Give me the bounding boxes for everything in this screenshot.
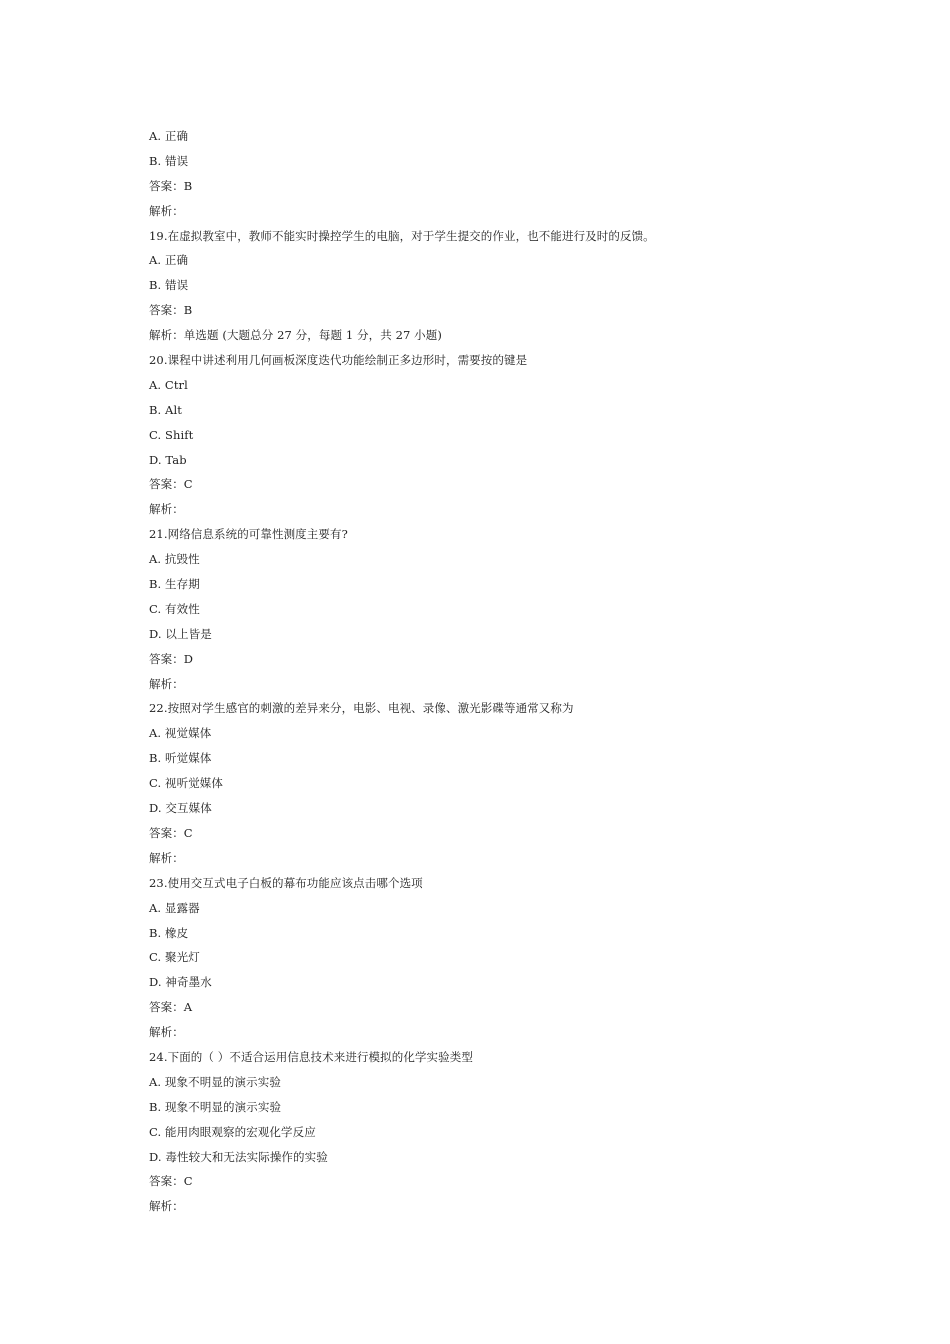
document-line: C. 有效性 bbox=[149, 601, 200, 616]
document-line: D. 神奇墨水 bbox=[149, 975, 212, 990]
document-line: 20.课程中讲述利用几何画板深度迭代功能绘制正多边形时，需要按的键是 bbox=[149, 353, 528, 368]
document-line: 答案：C bbox=[149, 1174, 193, 1189]
document-line: 答案：D bbox=[149, 651, 194, 666]
document-line: B. 橡皮 bbox=[149, 925, 189, 940]
document-line: D. Tab bbox=[149, 452, 187, 467]
document-line: C. 能用肉眼观察的宏观化学反应 bbox=[149, 1124, 316, 1139]
document-line: 答案：B bbox=[149, 178, 193, 193]
document-line: D. 交互媒体 bbox=[149, 801, 212, 816]
document-line: B. 现象不明显的演示实验 bbox=[149, 1099, 282, 1114]
document-line: A. 视觉媒体 bbox=[149, 726, 212, 741]
document-line: 24.下面的（ ）不适合运用信息技术来进行模拟的化学实验类型 bbox=[149, 1049, 473, 1064]
document-line: 21.网络信息系统的可靠性测度主要有? bbox=[149, 527, 348, 542]
document-line: 答案：C bbox=[149, 825, 193, 840]
document-line: 解析： bbox=[149, 676, 184, 691]
document-line: 解析： bbox=[149, 502, 184, 517]
document-line: 解析： bbox=[149, 1199, 184, 1214]
document-line: B. 错误 bbox=[149, 278, 189, 293]
document-line: D. 以上皆是 bbox=[149, 626, 212, 641]
question-list bbox=[149, 126, 869, 1221]
document-line: 解析： bbox=[149, 203, 184, 218]
document-line: A. 正确 bbox=[149, 253, 189, 268]
document-line: A. 显露器 bbox=[149, 900, 200, 915]
document-line: C. Shift bbox=[149, 427, 194, 442]
document-line: B. 听觉媒体 bbox=[149, 751, 212, 766]
document-line: A. 抗毁性 bbox=[149, 552, 200, 567]
document-line: A. 正确 bbox=[149, 129, 189, 143]
document-line: 19.在虚拟教室中，教师不能实时操控学生的电脑，对于学生提交的作业，也不能进行及时的反馈。 bbox=[149, 228, 655, 243]
document-line: C. 聚光灯 bbox=[149, 950, 200, 965]
document-line: D. 毒性较大和无法实际操作的实验 bbox=[149, 1149, 328, 1164]
document-line: B. Alt bbox=[149, 402, 182, 417]
document-line: 23.使用交互式电子白板的幕布功能应该点击哪个选项 bbox=[149, 875, 423, 890]
document-line: 答案：B bbox=[149, 303, 193, 318]
document-line: B. 生存期 bbox=[149, 577, 200, 592]
document-line: A. Ctrl bbox=[149, 377, 188, 392]
document-line: 解析： bbox=[149, 1025, 184, 1040]
document-line: 解析： bbox=[149, 850, 184, 865]
document-line: 答案：C bbox=[149, 477, 193, 492]
document-line: 解析：单选题 (大题总分 27 分，每题 1 分，共 27 小题) bbox=[149, 328, 442, 343]
document-line: C. 视听觉媒体 bbox=[149, 776, 223, 791]
document-line: A. 现象不明显的演示实验 bbox=[149, 1074, 281, 1089]
document-line: 答案：A bbox=[149, 1000, 193, 1015]
document-line: 22.按照对学生感官的刺激的差异来分，电影、电视、录像、激光影碟等通常又称为 bbox=[149, 701, 574, 716]
document-line: B. 错误 bbox=[149, 153, 189, 168]
